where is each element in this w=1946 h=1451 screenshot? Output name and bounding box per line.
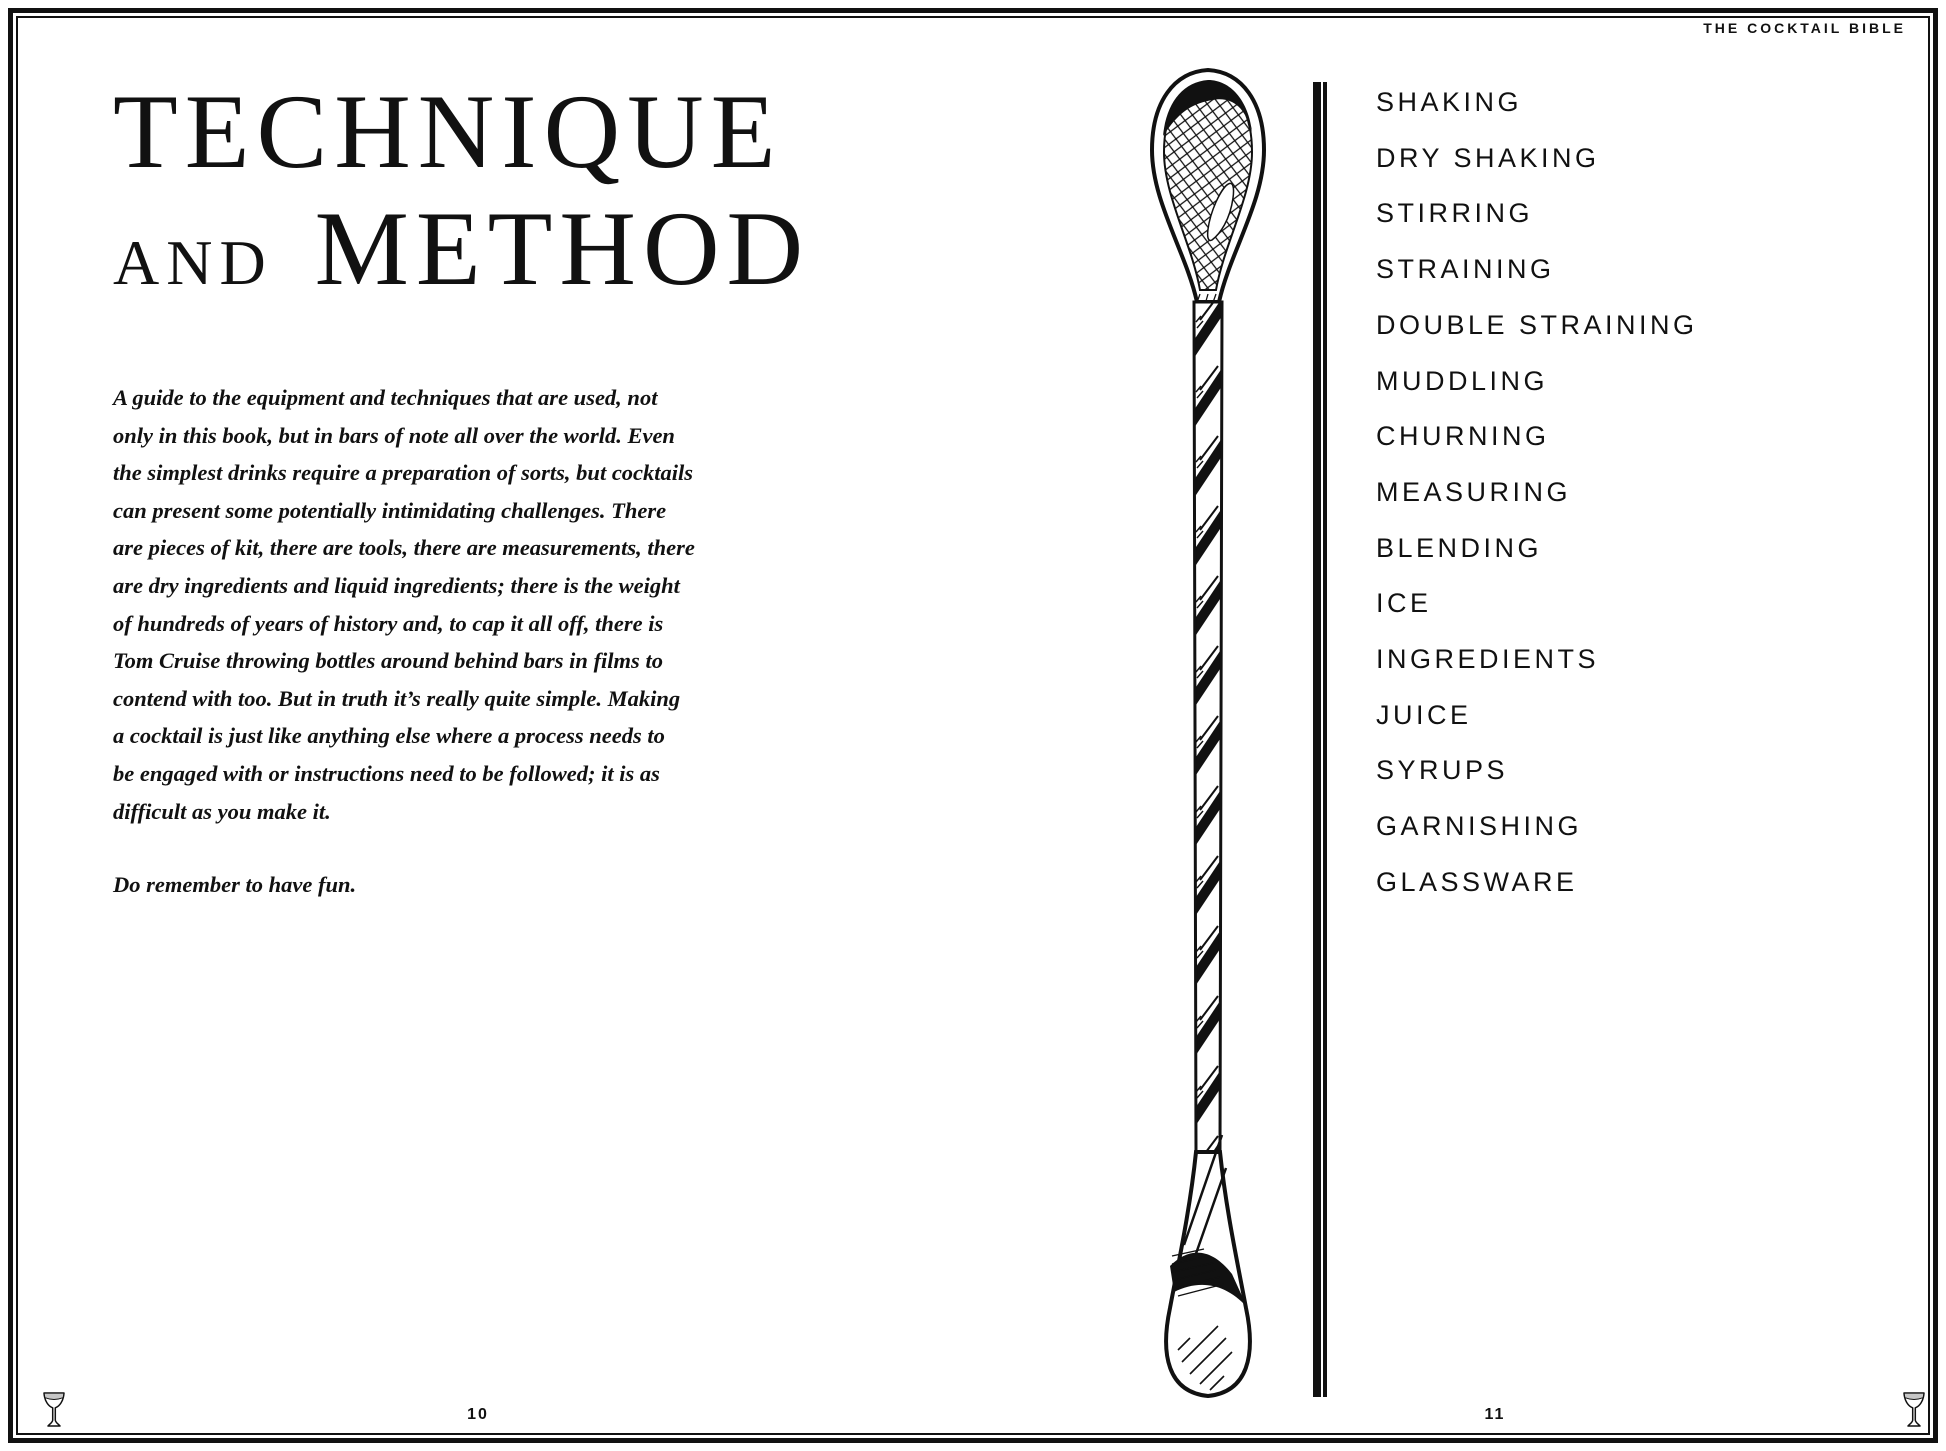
intro-line: are pieces of kit, there are tools, there are measurements, there [113, 535, 695, 561]
technique-list-item: JUICE [1376, 699, 1472, 730]
technique-list-item: INGREDIENTS [1376, 644, 1600, 675]
intro-line: of hundreds of years of history and, to cap it all off, there is [113, 610, 664, 636]
technique-list-item: SHAKING [1376, 87, 1523, 117]
bar-spoon-illustration [1128, 60, 1288, 1420]
closing-line: Do remember to have fun. [113, 872, 357, 897]
technique-list-item: CHURNING [1376, 421, 1550, 452]
intro-line: Tom Cruise throwing bottles around behind bars in films to [113, 648, 663, 674]
page-number-right: 11 [1484, 1406, 1506, 1423]
page-divider-rule [1313, 82, 1327, 1397]
intro-line: difficult as you make it. [113, 798, 331, 824]
cocktail-glass-icon [42, 1390, 66, 1430]
intro-line: contend with too. But in truth it’s really quite simple. Making [113, 685, 681, 711]
page-title-line2 [113, 190, 811, 333]
intro-line: A guide to the equipment and techniques that are used, not [113, 385, 658, 410]
technique-list-item: ICE [1376, 588, 1432, 619]
intro-paragraph [113, 379, 695, 830]
technique-list-item: DOUBLE STRAINING [1376, 309, 1698, 340]
technique-list-item: SYRUPS [1376, 755, 1509, 786]
page-number-left: 10 [467, 1406, 489, 1423]
intro-line: only in this book, but in bars of note all over the world. Even [113, 422, 675, 448]
running-header: THE COCKTAIL BIBLE [1703, 20, 1906, 36]
page-title-method: METHOD [314, 190, 811, 307]
intro-line: a cocktail is just like anything else where a process needs to [113, 723, 665, 749]
intro-line: can present some potentially intimidating challenges. There [113, 497, 667, 523]
technique-list-item: GARNISHING [1376, 811, 1583, 842]
technique-list-item: MUDDLING [1376, 365, 1549, 396]
cocktail-glass-icon [1902, 1390, 1926, 1430]
page-title-line1: TECHNIQUE [113, 73, 783, 190]
technique-list-item: DRY SHAKING [1376, 142, 1600, 173]
intro-line: are dry ingredients and liquid ingredients; there is the weight [113, 572, 680, 598]
technique-list-item: STIRRING [1376, 198, 1534, 229]
technique-list-item: STRAINING [1376, 254, 1555, 285]
page-title-and: AND [113, 227, 273, 298]
intro-line: be engaged with or instructions need to be followed; it is as [113, 760, 660, 786]
technique-list-item: GLASSWARE [1376, 866, 1578, 897]
technique-list [1376, 75, 1698, 911]
technique-list-item: MEASURING [1376, 476, 1572, 507]
technique-list-item: BLENDING [1376, 532, 1543, 563]
intro-line: the simplest drinks require a preparation of sorts, but cocktails [113, 460, 694, 486]
